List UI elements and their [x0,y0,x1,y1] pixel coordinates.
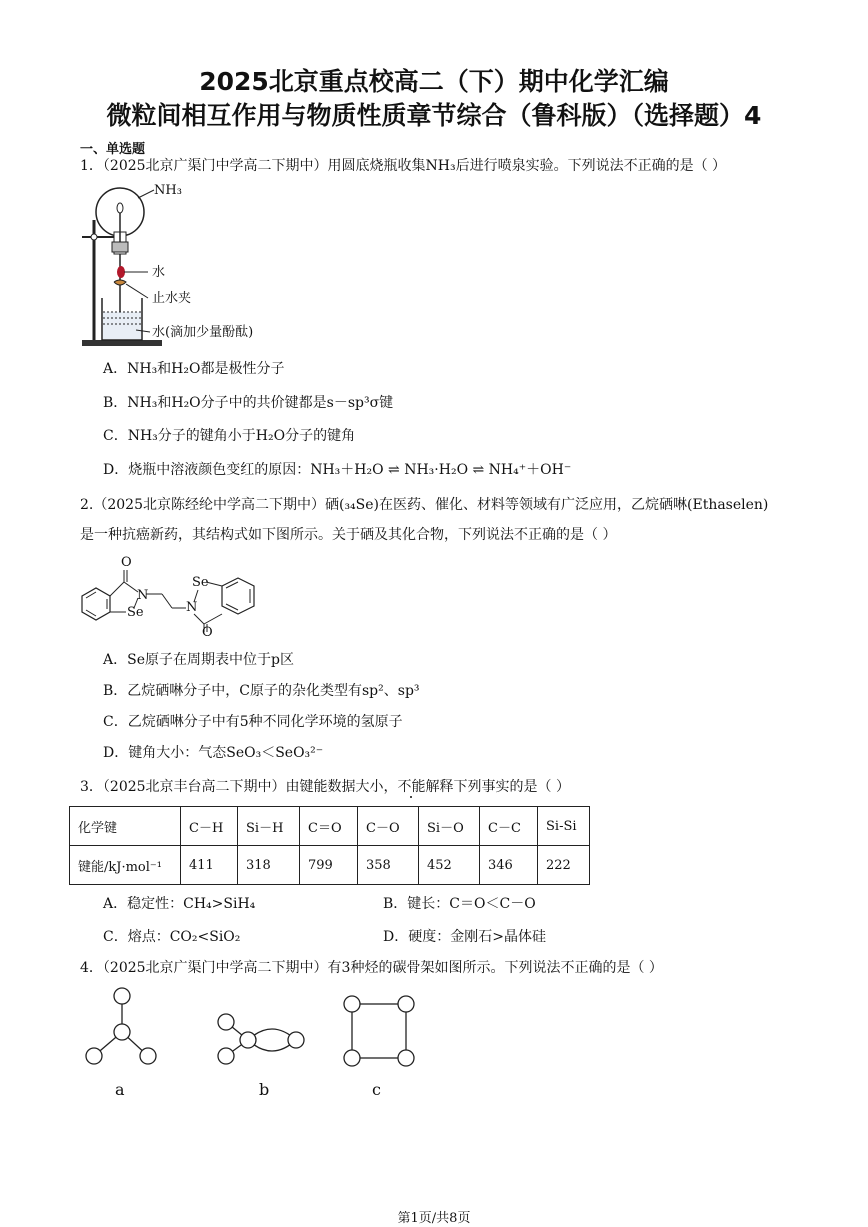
table-cell: Si－H [238,807,300,846]
table-cell: C＝O [300,807,358,846]
q2-option-a: A．Se原子在周期表中位于p区 [103,652,294,668]
skeleton-label-b: b [259,1080,270,1099]
table-cell: 化学键 [70,807,181,846]
question-1-stem: 1．（2025北京广渠门中学高二下期中）用圆底烧瓶收集NH₃后进行喷泉实验。下列说法不正确的是（ ） [80,158,727,174]
q1-option-d: D．烧瓶中溶液颜色变红的原因：NH₃＋H₂O ⇌ NH₃·H₂O ⇌ NH₄⁺＋OH⁻ [103,462,572,478]
table-header-row [70,807,590,846]
table-cell: C－O [358,807,419,846]
table-cell: Si－O [419,807,480,846]
q1-option-c: C．NH₃分子的键角小于H₂O分子的键角 [103,428,356,444]
table-cell: 799 [300,846,358,885]
section-heading: 一、单选题 [80,142,146,157]
struct-o-top: O [121,555,132,570]
label-clamp: 止水夹 [152,291,192,306]
table-cell: 318 [238,846,300,885]
label-water: 水 [152,265,166,280]
skeleton-label-c: c [372,1080,381,1099]
question-4-stem: 4．（2025北京广渠门中学高二下期中）有3种烃的碳骨架如图所示。下列说法不正确的是（ ） [80,960,663,976]
q2-option-b: B．乙烷硒啉分子中，C原子的杂化类型有sp²、sp³ [103,683,420,699]
q2-option-c: C．乙烷硒啉分子中有5种不同化学环境的氢原子 [103,714,403,730]
q3-stem-pre: 3．（2025北京丰台高二下期中）由键能数据大小， [80,779,398,795]
page-footer: 第1页/共8页 [397,1211,471,1226]
skeleton-b [218,1014,304,1064]
q1-option-b: B．NH₃和H₂O分子中的共价键都是s－sp³σ键 [103,395,394,411]
q3-stem-post: 解释下列事实的是（ ） [425,779,570,795]
q3-stem-emphasis: 不能 [397,779,426,795]
q1-option-a: A．NH₃和H₂O都是极性分子 [103,361,285,377]
page-subtitle: 微粒间相互作用与物质性质章节综合（鲁科版）（选择题）4 [106,101,762,130]
table-cell: 411 [181,846,238,885]
struct-n-left: N [137,588,149,603]
struct-o-bottom: O [202,625,213,640]
table-row [70,846,590,885]
table-cell: 452 [419,846,480,885]
table-cell: Si-Si [538,807,590,846]
struct-se-right: Se [192,575,209,590]
question-3-stem [80,777,792,797]
skeleton-c [344,996,414,1066]
table-cell: 358 [358,846,419,885]
question-2-stem-line2: 是一种抗癌新药，其结构式如下图所示。关于硒及其化合物，下列说法不正确的是（ ） [80,527,617,543]
table-cell: 222 [538,846,590,885]
label-beaker-water: 水(滴加少量酚酞) [152,325,254,340]
struct-se-left: Se [127,605,144,620]
q3-option-b: B．键长：C＝O＜C－O [383,896,536,912]
table-cell: 键能/kJ·mol⁻¹ [70,846,181,885]
question-2-stem-line1: 2.（2025北京陈经纶中学高二下期中）硒(₃₄Se)在医药、催化、材料等领域有广泛应用，乙烷硒啉(Ethaselen) [80,497,769,513]
table-cell: 346 [480,846,538,885]
table-cell: C－C [480,807,538,846]
carbon-skeleton-figure [76,982,426,1092]
label-nh3: NH₃ [154,183,182,198]
skeleton-a [86,988,156,1064]
skeleton-label-a: a [115,1080,125,1099]
q3-option-d: D．硬度：金刚石>晶体硅 [383,929,546,945]
struct-n-right: N [186,600,198,615]
page-title: 2025北京重点校高二（下）期中化学汇编 [199,67,669,96]
table-cell: C－H [181,807,238,846]
q2-option-d: D．键角大小：气态SeO₃＜SeO₃²⁻ [103,745,324,761]
bond-energy-table [69,806,590,885]
q3-option-a: A．稳定性：CH₄>SiH₄ [103,896,256,912]
q3-option-c: C．熔点：CO₂<SiO₂ [103,929,241,945]
ethaselen-structure-figure [74,552,274,644]
